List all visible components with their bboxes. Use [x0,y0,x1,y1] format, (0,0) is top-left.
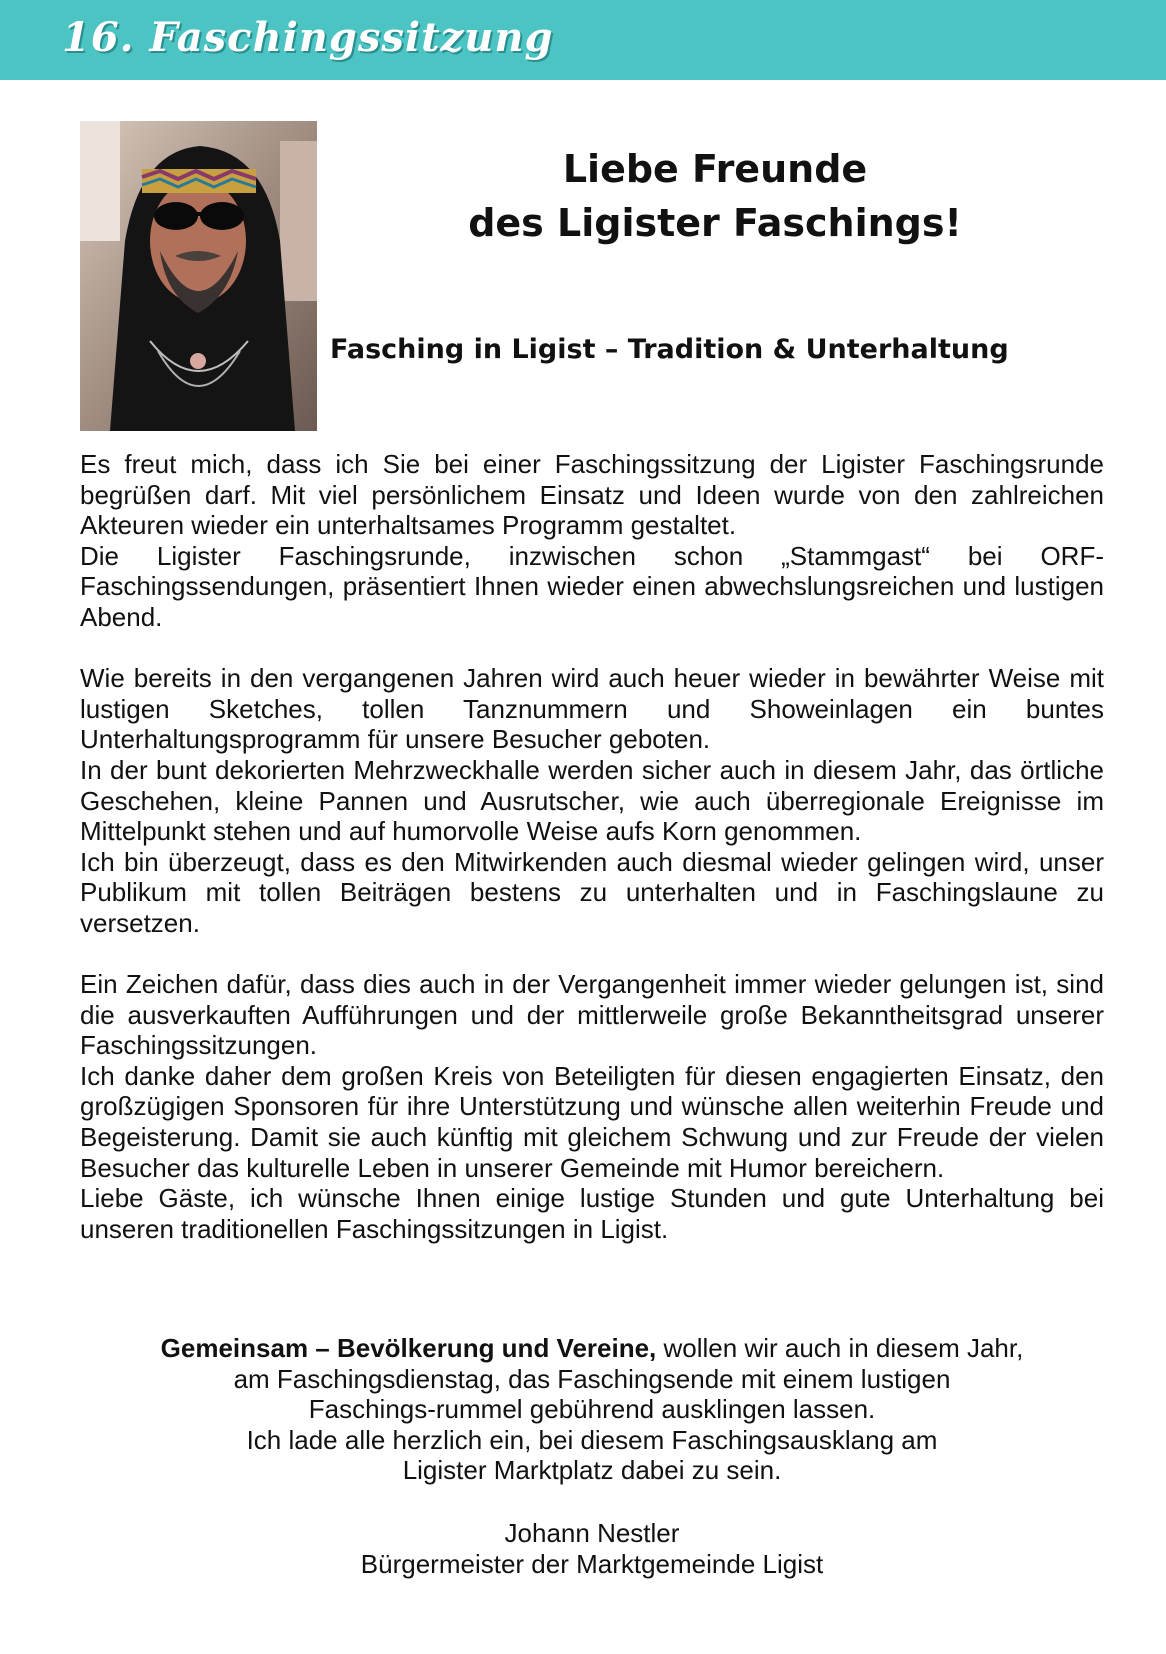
closing-line: am Faschingsdienstag, das Faschingsende mit einem lustigen [233,1363,951,1394]
paragraph: Ein Zeichen dafür, dass dies auch in der Vergangenheit immer wieder gelungen ist, sind die ausverkauften Aufführungen und der mittlerweile große Bekanntheitsgrad unserer Faschingssitzungen. [80,969,1104,1061]
headline [330,142,1100,250]
closing-lead-line [80,1333,1104,1364]
closing-lead-rest: wollen wir auch in diesem Jahr, [656,1333,1024,1363]
header-bar [0,0,1166,80]
closing-line: Faschings-rummel gebührend ausklingen lassen. [308,1394,876,1425]
signature-name: Johann Nestler [504,1518,680,1548]
closing-line: Ich lade alle herzlich ein, bei diesem Faschingsausklang am [246,1424,938,1455]
page-title: 16. Faschingssitzung [62,14,554,61]
paragraph: Liebe Gäste, ich wünsche Ihnen einige lustige Stunden und gute Unterhaltung bei unseren traditionellen Faschingssitzungen in Ligist. [80,1183,1104,1244]
closing-line: Ligister Marktplatz dabei zu sein. [402,1455,782,1486]
paragraph: In der bunt dekorierten Mehrzweckhalle werden sicher auch in diesem Jahr, das örtliche Geschehen, kleine Pannen und Ausrutscher, wie auch überregionale Ereignisse im Mittelpunkt stehen und auf humorvolle Weise aufs Korn genommen. [80,754,1104,847]
closing-lead-bold: Gemeinsam – Bevölkerung und Vereine, [160,1333,657,1363]
signature-role: Bürgermeister der Marktgemeinde Ligist [360,1548,824,1579]
paragraph: Die Ligister Faschingsrunde, inzwischen schon „Stammgast“ bei ORF-Faschingssendungen, präsentiert Ihnen wieder einen abwechslungsreichen und lustigen Abend. [80,540,1104,632]
paragraph: Ich danke daher dem großen Kreis von Beteiligten für diesen engagierten Einsatz, den großzügigen Sponsoren für ihre Unterstützung und wünsche allen weiterhin Freude und Begeisterung. Damit sie auch künftig mit gleichem Schwung und zur Freude der vielen Besucher das kulturelle Leben in unserer Gemeinde mit Humor bereichern. [80,1060,1104,1183]
headline-line-2: des Ligister Faschings! [468,201,962,245]
headline-line-1: Liebe Freunde [562,147,868,191]
portrait-illustration [80,121,317,431]
paragraph: Es freut mich, dass ich Sie bei einer Faschingssitzung der Ligister Faschingsrunde begrüßen darf. Mit viel persönlichem Einsatz und Ideen wurde von den zahlreichen Akteuren wieder ein unterhaltsames Programm gestaltet. [80,449,1104,541]
paragraph: Ich bin überzeugt, dass es den Mitwirkenden auch diesmal wieder gelingen wird, unser Publikum mit tollen Beiträgen bestens zu unterhalten und in Faschingslaune zu versetzen. [80,846,1104,938]
paragraph: Wie bereits in den vergangenen Jahren wird auch heuer wieder in bewährter Weise mit lustigen Sketches, tollen Tanznummern und Showeinlagen ein buntes Unterhaltungsprogramm für unsere Besucher geboten. [80,663,1104,755]
body-text [80,449,1104,1244]
subheadline: Fasching in Ligist – Tradition & Unterhaltung [330,334,1009,365]
signature [80,1518,1104,1579]
closing-invitation [80,1333,1104,1486]
portrait-photo [80,121,317,431]
